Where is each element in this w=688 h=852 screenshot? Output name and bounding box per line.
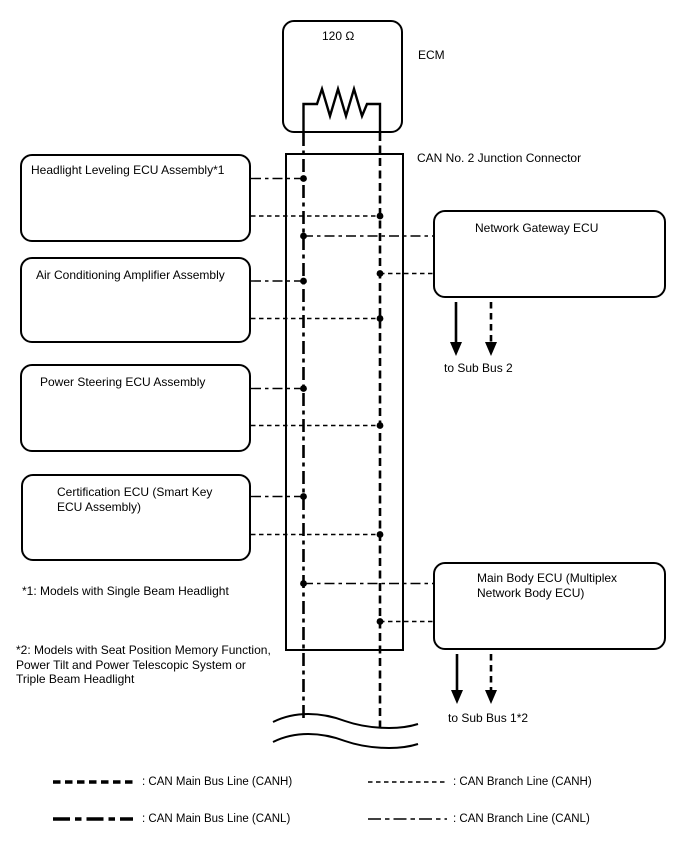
junction-connector-box <box>285 153 404 651</box>
sub-bus-1-arrows <box>451 654 497 704</box>
module-label: Certification ECU (Smart Key ECU Assembly) <box>57 485 213 514</box>
module-box-headlight-leveling <box>20 154 251 242</box>
arrow-head-icon <box>485 342 497 356</box>
ecm-box <box>282 20 403 133</box>
sub-bus-2-arrows <box>450 302 497 356</box>
legend-label-main-canh: : CAN Main Bus Line (CANH) <box>142 776 293 788</box>
module-box-main-body <box>433 562 666 650</box>
ecm-label: ECM <box>418 48 445 62</box>
module-box-air-conditioning <box>20 257 251 343</box>
junction-connector-label: CAN No. 2 Junction Connector <box>417 151 582 165</box>
module-label: Power Steering ECU Assembly <box>40 375 206 389</box>
legend-label-branch-canl: : CAN Branch Line (CANL) <box>453 813 590 825</box>
module-box-certification <box>21 474 251 561</box>
bus-break-icon <box>273 714 418 748</box>
legend-label-branch-canh: : CAN Branch Line (CANH) <box>453 776 592 788</box>
sub-bus-2-label: to Sub Bus 2 <box>444 361 513 375</box>
module-box-power-steering <box>20 364 251 452</box>
resistor-value-label: 120 Ω <box>322 29 355 43</box>
arrow-head-icon <box>451 690 463 704</box>
module-label: Network Gateway ECU <box>475 221 599 235</box>
arrow-head-icon <box>450 342 462 356</box>
module-label: Main Body ECU (Multiplex Network Body ECU) <box>477 571 618 600</box>
sub-bus-1-label: to Sub Bus 1*2 <box>448 711 529 725</box>
module-label: Air Conditioning Amplifier Assembly <box>36 268 225 282</box>
footnote-1: *1: Models with Single Beam Headlight <box>22 584 229 598</box>
module-label: Headlight Leveling ECU Assembly*1 <box>31 163 225 177</box>
module-box-network-gateway <box>433 210 666 298</box>
footnote-2: *2: Models with Seat Position Memory Function, Power Tilt and Power Telescopic System or Triple Beam Headlight <box>16 643 271 686</box>
arrow-head-icon <box>485 690 497 704</box>
legend-label-main-canl: : CAN Main Bus Line (CANL) <box>142 813 291 825</box>
